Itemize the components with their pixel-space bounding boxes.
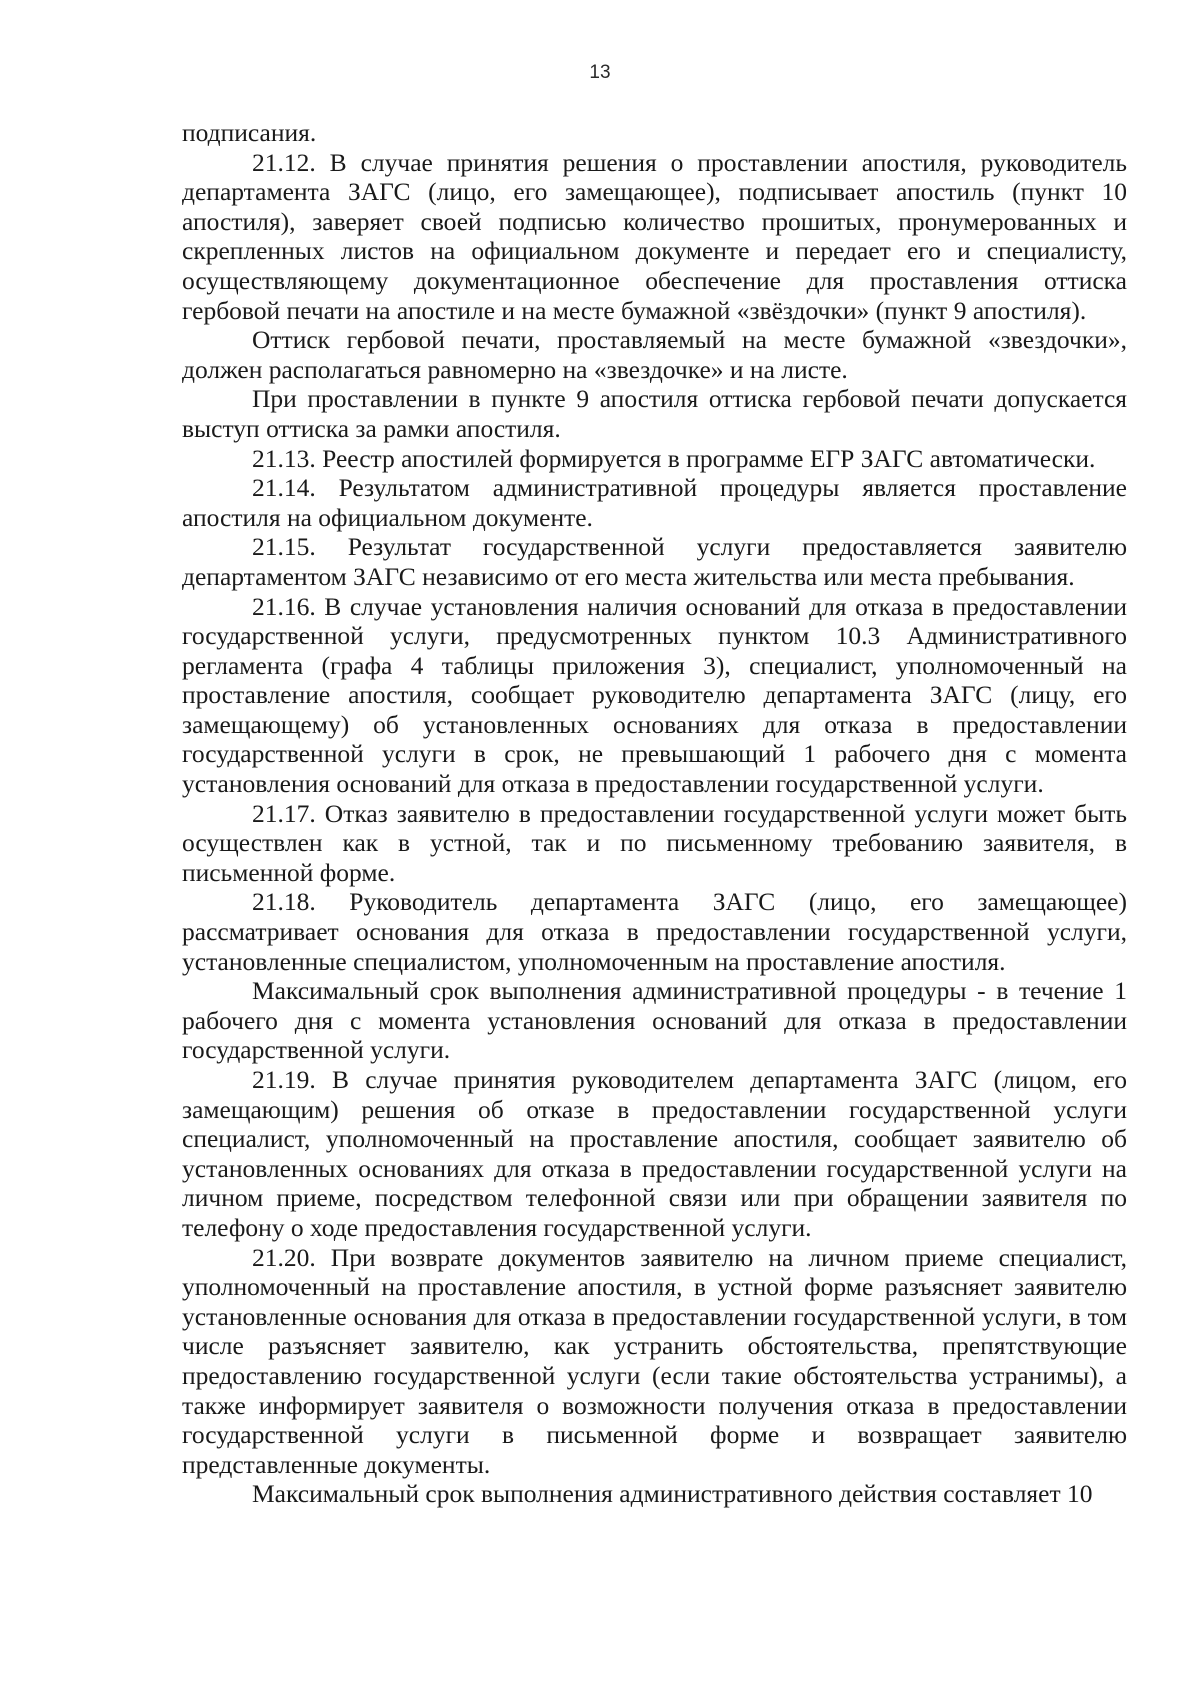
- document-body: [182, 118, 1127, 1509]
- paragraph: 21.13. Реестр апостилей формируется в программе ЕГР ЗАГС автоматически.: [252, 443, 1096, 473]
- page-number: 13: [589, 62, 611, 83]
- paragraph: подписания.: [182, 118, 317, 147]
- paragraph: 21.18. Руководитель департамента ЗАГС (лицо, его замещающее) рассматривает основания для отказа в предоставлении государственной услуги, установленные специалистом, уполномоченным на проставление апостиля.: [182, 887, 1127, 976]
- paragraph: Максимальный срок выполнения административного действия составляет 10: [252, 1479, 1093, 1509]
- paragraph: 21.15. Результат государственной услуги предоставляется заявителю департаментом ЗАГС независимо от его места жительства или места пребывания.: [182, 532, 1127, 591]
- paragraph: 21.16. В случае установления наличия оснований для отказа в предоставлении государственной услуги, предусмотренных пунктом 10.3 Административного регламента (графа 4 таблицы приложения 3), специалист, уполномоченный на проставление апостиля, сообщает руководителю департамента ЗАГС (лицу, его замещающему) об установленных основаниях для отказа в предоставлении государственной услуги в срок, не превышающий 1 рабочего дня с момента установления оснований для отказа в предоставлении государственной услуги.: [182, 591, 1127, 799]
- paragraph: 21.14. Результатом административной процедуры является проставление апостиля на официальном документе.: [182, 473, 1127, 532]
- paragraph: Максимальный срок выполнения административной процедуры - в течение 1 рабочего дня с момента установления оснований для отказа в предоставлении государственной услуги.: [182, 976, 1127, 1065]
- paragraph: 21.17. Отказ заявителю в предоставлении государственной услуги может быть осуществлен как в устной, так и по письменному требованию заявителя, в письменной форме.: [182, 798, 1127, 887]
- paragraph: Оттиск гербовой печати, проставляемый на месте бумажной «звездочки», должен располагаться равномерно на «звездочке» и на листе.: [182, 325, 1127, 384]
- paragraph: При проставлении в пункте 9 апостиля оттиска гербовой печати допускается выступ оттиска за рамки апостиля.: [182, 384, 1127, 443]
- paragraph: 21.19. В случае принятия руководителем департамента ЗАГС (лицом, его замещающим) решения об отказе в предоставлении государственной услуги специалист, уполномоченный на проставление апостиля, сообщает заявителю об установленных основаниях для отказа в предоставлении государственной услуги на личном приеме, посредством телефонной связи или при обращении заявителя по телефону о ходе предоставления государственной услуги.: [182, 1065, 1127, 1242]
- paragraph: 21.20. При возврате документов заявителю на личном приеме специалист, уполномоченный на проставление апостиля, в устной форме разъясняет заявителю установленные основания для отказа в предоставлении государственной услуги, в том числе разъясняет заявителю, как устранить обстоятельства, препятствующие предоставлению государственной услуги (если такие обстоятельства устранимы), а также информирует заявителя о возможности получения отказа в предоставлении государственной услуги в письменной форме и возвращает заявителю представленные документы.: [182, 1242, 1127, 1479]
- paragraph: 21.12. В случае принятия решения о проставлении апостиля, руководитель департамента ЗАГС (лицо, его замещающее), подписывает апостиль (пункт 10 апостиля), заверяет своей подписью количество прошитых, пронумерованных и скрепленных листов на официальном документе и передает его и специалисту, осуществляющему документационное обеспечение для проставления оттиска гербовой печати на апостиле и на месте бумажной «звёздочки» (пункт 9 апостиля).: [182, 147, 1127, 325]
